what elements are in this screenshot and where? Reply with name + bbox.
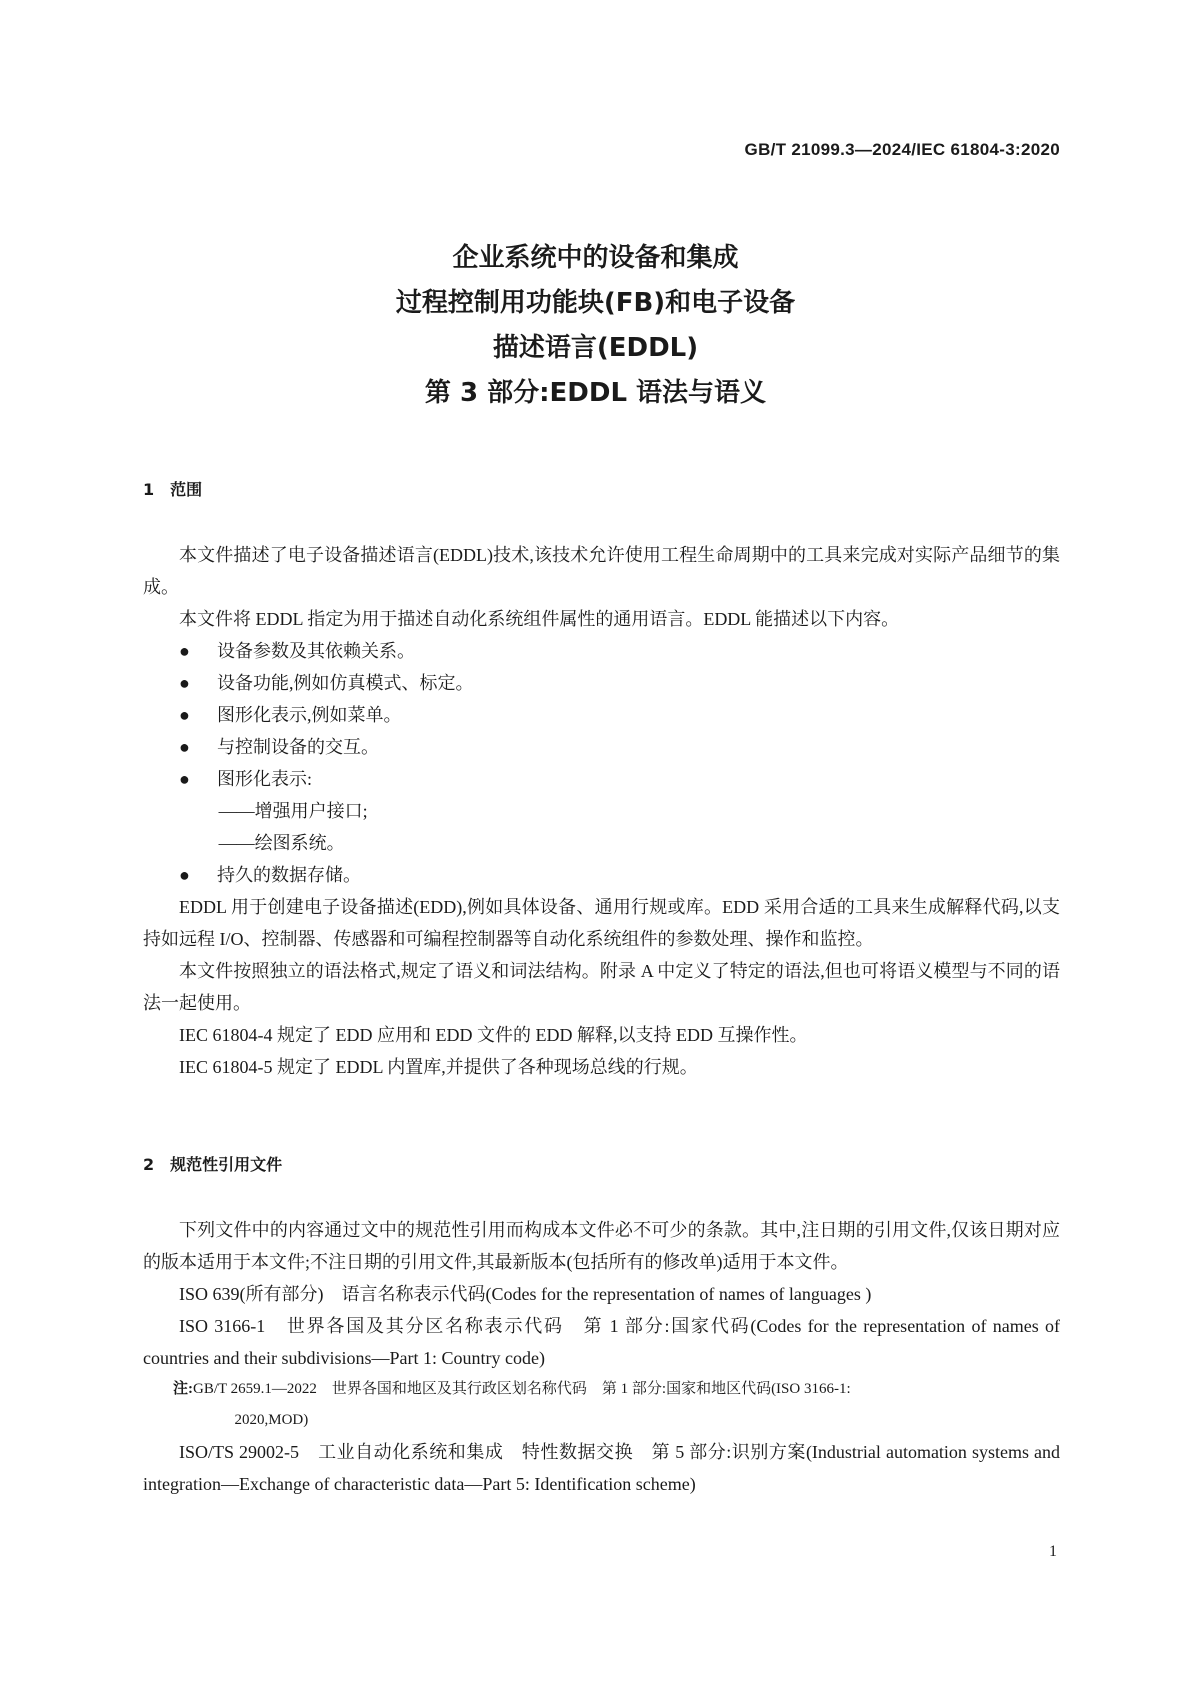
sub-list-item: ——增强用户接口;: [218, 801, 368, 821]
section-normative-references: [143, 1149, 1060, 1500]
section-heading: [143, 474, 1060, 506]
title-line: 企业系统中的设备和集成: [452, 243, 739, 273]
section-number: 2: [143, 1155, 155, 1174]
list-item-text: 与控制设备的交互。: [217, 737, 379, 757]
list-item-text: 持久的数据存储。: [217, 865, 361, 885]
note-text: 2020,MOD): [234, 1412, 309, 1428]
note: [143, 1374, 1060, 1436]
paragraph: EDDL 用于创建电子设备描述(EDD),例如具体设备、通用行规或库。EDD 采用合适的工具来生成解释代码,以支持如远程 I/O、控制器、传感器和可编程控制器等自动化系统组件的参数处理、操作和监控。: [143, 897, 1060, 949]
bullet-icon: ●: [179, 769, 190, 789]
list-item-text: 图形化表示:: [217, 769, 313, 789]
bullet-icon: ●: [179, 673, 190, 693]
paragraph: 本文件描述了电子设备描述语言(EDDL)技术,该技术允许使用工程生命周期中的工具来完成对实际产品细节的集成。: [143, 545, 1060, 597]
list-item: [143, 731, 1060, 763]
list-item: [143, 763, 1060, 795]
section-heading: [143, 1149, 1060, 1181]
document-code-header: GB/T 21099.3—2024/IEC 61804-3:2020: [744, 140, 1060, 159]
paragraph: 下列文件中的内容通过文中的规范性引用而构成本文件必不可少的条款。其中,注日期的引用文件,仅该日期对应的版本适用于本文件;不注日期的引用文件,其最新版本(包括所有的修改单)适用于本文件。: [143, 1220, 1060, 1272]
list-item-text: 设备参数及其依赖关系。: [217, 641, 415, 661]
note-label: 注:: [173, 1381, 193, 1397]
bullet-icon: ●: [179, 641, 190, 661]
note-text: GB/T 2659.1—2022 世界各国和地区及其行政区划名称代码 第 1 部分:国家和地区代码(ISO 3166-1:: [193, 1381, 851, 1397]
page-number: 1: [1049, 1543, 1057, 1560]
list-item: [143, 699, 1060, 731]
section-number: 1: [143, 480, 155, 499]
sub-list-item: ——绘图系统。: [218, 833, 345, 853]
paragraph: 本文件按照独立的语法格式,规定了语义和词法结构。附录 A 中定义了特定的语法,但也可将语义模型与不同的语法一起使用。: [143, 961, 1060, 1013]
paragraph: IEC 61804-4 规定了 EDD 应用和 EDD 文件的 EDD 解释,以支持 EDD 互操作性。: [179, 1025, 808, 1045]
list-item-text: 设备功能,例如仿真模式、标定。: [217, 673, 474, 693]
section-title: 规范性引用文件: [170, 1155, 283, 1174]
reference-item: ISO 3166-1 世界各国及其分区名称表示代码 第 1 部分:国家代码(Codes for the representation of names of countries and their subdivisions—Part 1: Country code): [143, 1316, 1060, 1368]
title-line: 描述语言(EDDL): [492, 333, 699, 363]
paragraph: 本文件将 EDDL 指定为用于描述自动化系统组件属性的通用语言。EDDL 能描述以下内容。: [179, 609, 900, 629]
title-line: 第 3 部分:EDDL 语法与语义: [424, 378, 767, 408]
list-item: [143, 859, 1060, 891]
bullet-icon: ●: [179, 705, 190, 725]
list-item: [143, 635, 1060, 667]
bullet-icon: ●: [179, 865, 190, 885]
list-item: [143, 667, 1060, 699]
paragraph: IEC 61804-5 规定了 EDDL 内置库,并提供了各种现场总线的行规。: [179, 1057, 698, 1077]
section-scope: [143, 474, 1060, 1083]
reference-item: ISO 639(所有部分) 语言名称表示代码(Codes for the representation of names of languages ): [179, 1284, 872, 1304]
reference-item: ISO/TS 29002-5 工业自动化系统和集成 特性数据交换 第 5 部分:识别方案(Industrial automation systems and integration—Exchange of characteristic data—Part 5: Identification scheme): [143, 1442, 1060, 1494]
document-title: [0, 236, 1191, 416]
bullet-icon: ●: [179, 737, 190, 757]
section-title: 范围: [170, 480, 203, 499]
list-item-text: 图形化表示,例如菜单。: [217, 705, 402, 725]
title-line: 过程控制用功能块(FB)和电子设备: [395, 288, 796, 318]
